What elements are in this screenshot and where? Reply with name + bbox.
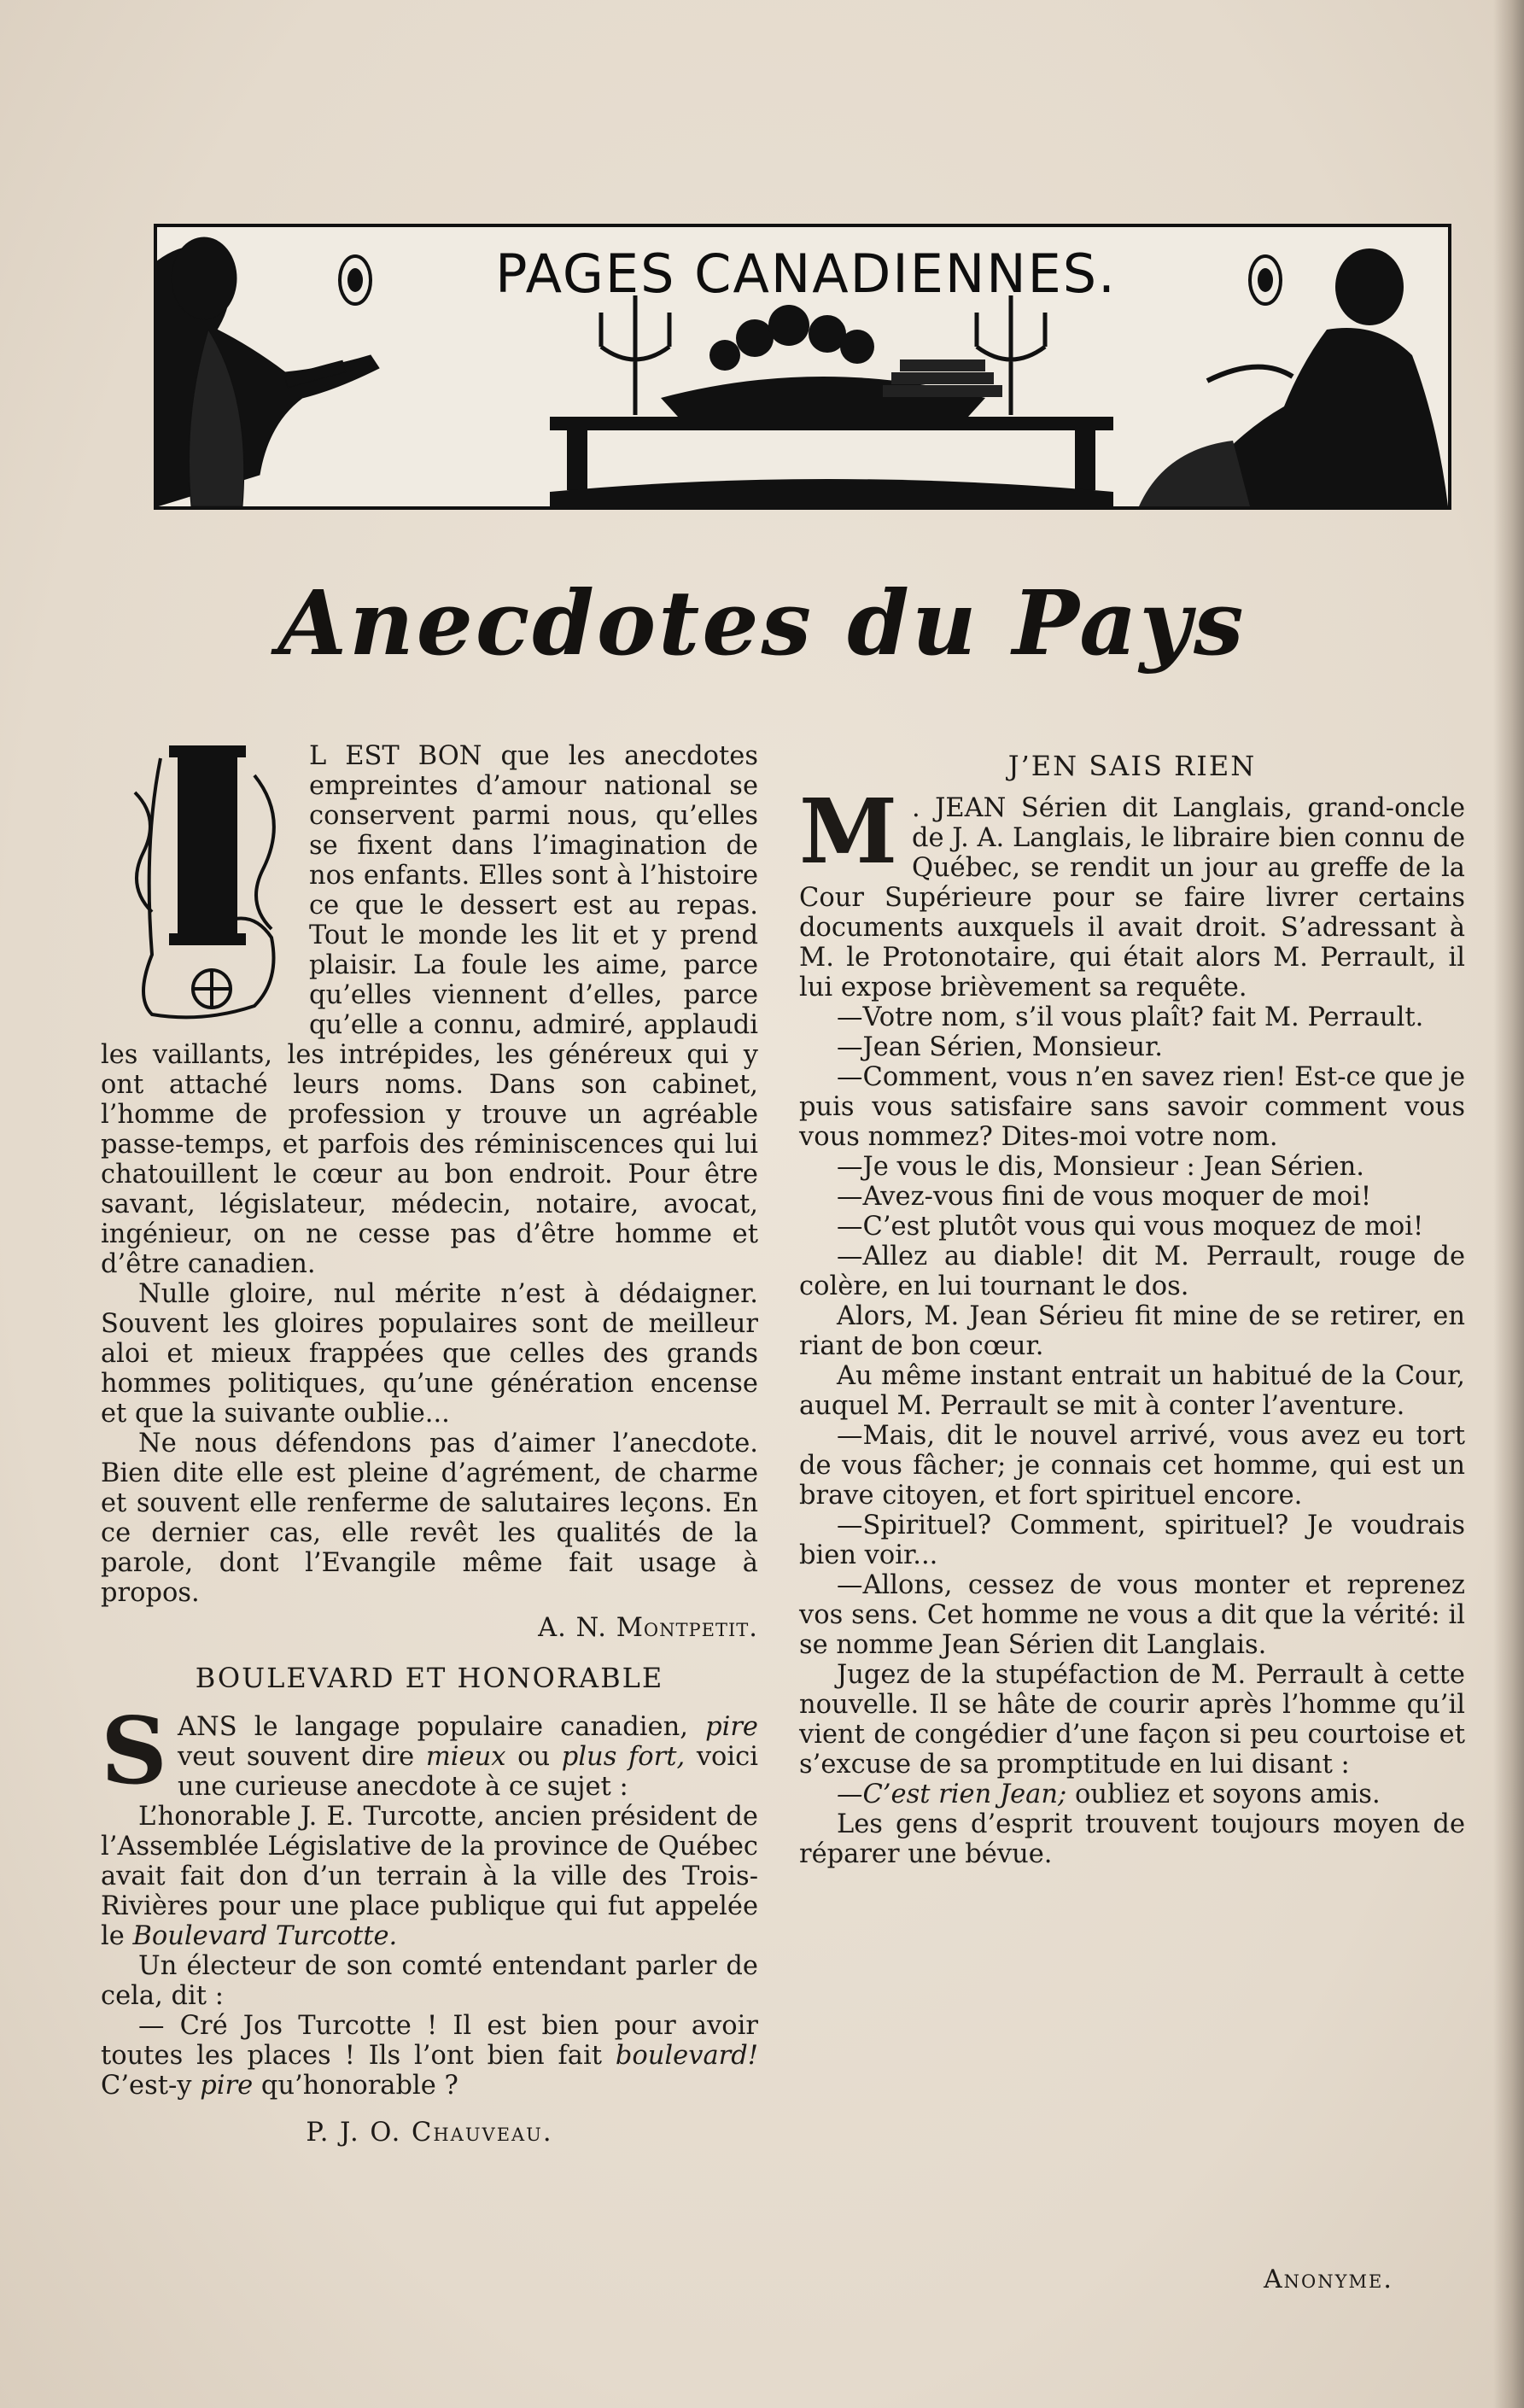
boulevard-text-c: ou (505, 1742, 562, 1772)
dialogue-10: —Allons, cessez de vous monter et reprenez vos sens. Cet homme ne vous a dit que la vérité: il se nomme Jean Sérien dit Langlais. (799, 1570, 1465, 1660)
paragraph-anecdote: Ne nous défendons pas d’aimer l’anecdote. Bien dite elle est pleine d’agrément, de charme et souvent elle renferme de salutaires leçons. En ce dernier cas, elle revêt les qualités de la parole, dont l’Evangile même fait usage à propos. (101, 1429, 758, 1608)
dialogue-1: —Votre nom, s’il vous plaît? fait M. Perrault. (837, 1002, 1424, 1032)
dialogue-6: —C’est plutôt vous qui vous moquez de moi! (837, 1212, 1424, 1242)
elector-paragraph: Un électeur de son comté entendant parler de cela, dit : (101, 1951, 758, 2011)
boulevard-em-mieux: mieux (425, 1742, 506, 1772)
boulevard-text-d: voici une curieuse anecdote à ce sujet : (178, 1742, 759, 1802)
narrative-1: Alors, M. Jean Sérieu fit mine de se retirer, en riant de bon cœur. (799, 1301, 1465, 1361)
signature-chauveau: P. J. O. Chauveau. (306, 2118, 553, 2148)
quote-text-a: — Cré Jos Turcotte ! Il est bien pour avoir toutes les places ! Ils l’ont bien fait (101, 2011, 758, 2071)
narrative-2: Au même instant entrait un habitué de la Cour, auquel M. Perrault se mit à conter l’aventure. (799, 1361, 1465, 1421)
dialogue-3: —Comment, vous n’en savez rien! Est-ce que je puis vous satisfaire sans savoir comment vous vous nommez? Dites-moi votre nom. (799, 1062, 1465, 1152)
quote-text-e: qu’honorable ? (253, 2071, 458, 2101)
dialogue-11-em: —C’est rien Jean; (837, 1780, 1067, 1809)
ornamental-dropcap-i (126, 741, 297, 1032)
dialogue-11-rest: oubliez et soyons amis. (1066, 1780, 1381, 1809)
boulevard-em-plusfort: plus fort, (561, 1742, 686, 1772)
page-title: Anecdotes du Pays (277, 570, 1247, 675)
boulevard-text-b: veut souvent dire (178, 1742, 426, 1772)
boulevard-text-a: ANS le langage populaire canadien, (178, 1712, 706, 1742)
page-edge-shadow (1493, 0, 1524, 2408)
left-column (101, 741, 758, 2148)
dialogue-4: —Je vous le dis, Monsieur : Jean Sérien. (837, 1152, 1364, 1182)
paragraph-nulle-gloire: Nulle gloire, nul mérite n’est à dédaigner. Souvent les gloires populaires sont de meilleur aloi et mieux frappées que celles des grands hommes politiques, qu’une génération encense et que la suivante oublie... (101, 1279, 758, 1429)
dialogue-7: —Allez au diable! dit M. Perrault, rouge de colère, en lui tournant le dos. (799, 1242, 1465, 1301)
intro-paragraph: L EST BON que les anecdotes empreintes d’amour national se conservent parmi nous, qu’elles se fixent dans l’imagination de nos enfants. Elles sont à l’histoire ce que le dessert est au repas. Tout le monde les lit et y prend plaisir. La foule les aime, parce qu’elles viennent d’elles, parce qu’elle a connu, admiré, applaudi les vaillants, les intrépides, les généreux qui y ont attaché leurs noms. Dans son cabinet, l’homme de profession y trouve un agréable passe-temps, et parfois des réminiscences qui lui chatouillent le cœur au bon endroit. Pour être savant, législateur, médecin, notaire, avocat, ingénieur, on ne cesse pas d’être homme et d’être canadien. (101, 741, 758, 1279)
dialogue-5: —Avez-vous fini de vous moquer de moi! (837, 1182, 1372, 1212)
turcotte-em-boulevard: Boulevard Turcotte. (132, 1921, 398, 1951)
moral: Les gens d’esprit trouvent toujours moyen de réparer une bévue. (799, 1809, 1465, 1869)
dialogue-9: —Spirituel? Comment, spirituel? Je voudrais bien voir... (799, 1511, 1465, 1570)
dropcap-m: M (799, 779, 898, 884)
dropcap-s: S (101, 1698, 167, 1805)
dialogue-2: —Jean Sérien, Monsieur. (837, 1032, 1163, 1062)
banner-title: PAGES CANADIENNES. (495, 243, 1117, 305)
jean-serien-intro: . JEAN Sérien dit Langlais, grand-oncle de J. A. Langlais, le libraire bien connu de Québec, se rendit un jour au greffe de la Cour Supérieure pour se faire livrer certains documents auxquels il avait droit. S’adressant à M. le Protonotaire, qui était alors M. Perrault, il lui expose brièvement sa requête. (799, 793, 1465, 1002)
narrative-3: Jugez de la stupéfaction de M. Perrault à cette nouvelle. Il se hâte de courir après l’homme qu’il vient de congédier d’une façon si peu courtoise et s’excuse de sa promptitude en lui disant : (799, 1660, 1465, 1780)
header-banner-illustration (154, 224, 1451, 510)
quote-text-c: C’est-y (101, 2071, 201, 2101)
right-column (799, 751, 1465, 1869)
turcotte-text-a: L’honorable J. E. Turcotte, ancien président de l’Assemblée Législative de la province de Québec avait fait don d’un terrain à la ville des Trois-Rivières pour une place publique qui fut appelée le (101, 1802, 758, 1951)
dialogue-8: —Mais, dit le nouvel arrivé, vous avez eu tort de vous fâcher; je connais cet homme, qui est un brave citoyen, et fort spirituel encore. (799, 1421, 1465, 1511)
signature-montpetit: A. N. Montpetit. (538, 1613, 758, 1643)
quote-em-pire: pire (200, 2071, 254, 2101)
quote-em-boulevard: boulevard! (615, 2041, 758, 2071)
section-heading-boulevard: BOULEVARD ET HONORABLE (195, 1662, 664, 1694)
signature-anonyme: Anonyme. (1264, 2265, 1393, 2294)
section-heading-jen-sais-rien: J’EN SAIS RIEN (1007, 750, 1257, 782)
boulevard-em-pire: pire (705, 1712, 758, 1742)
